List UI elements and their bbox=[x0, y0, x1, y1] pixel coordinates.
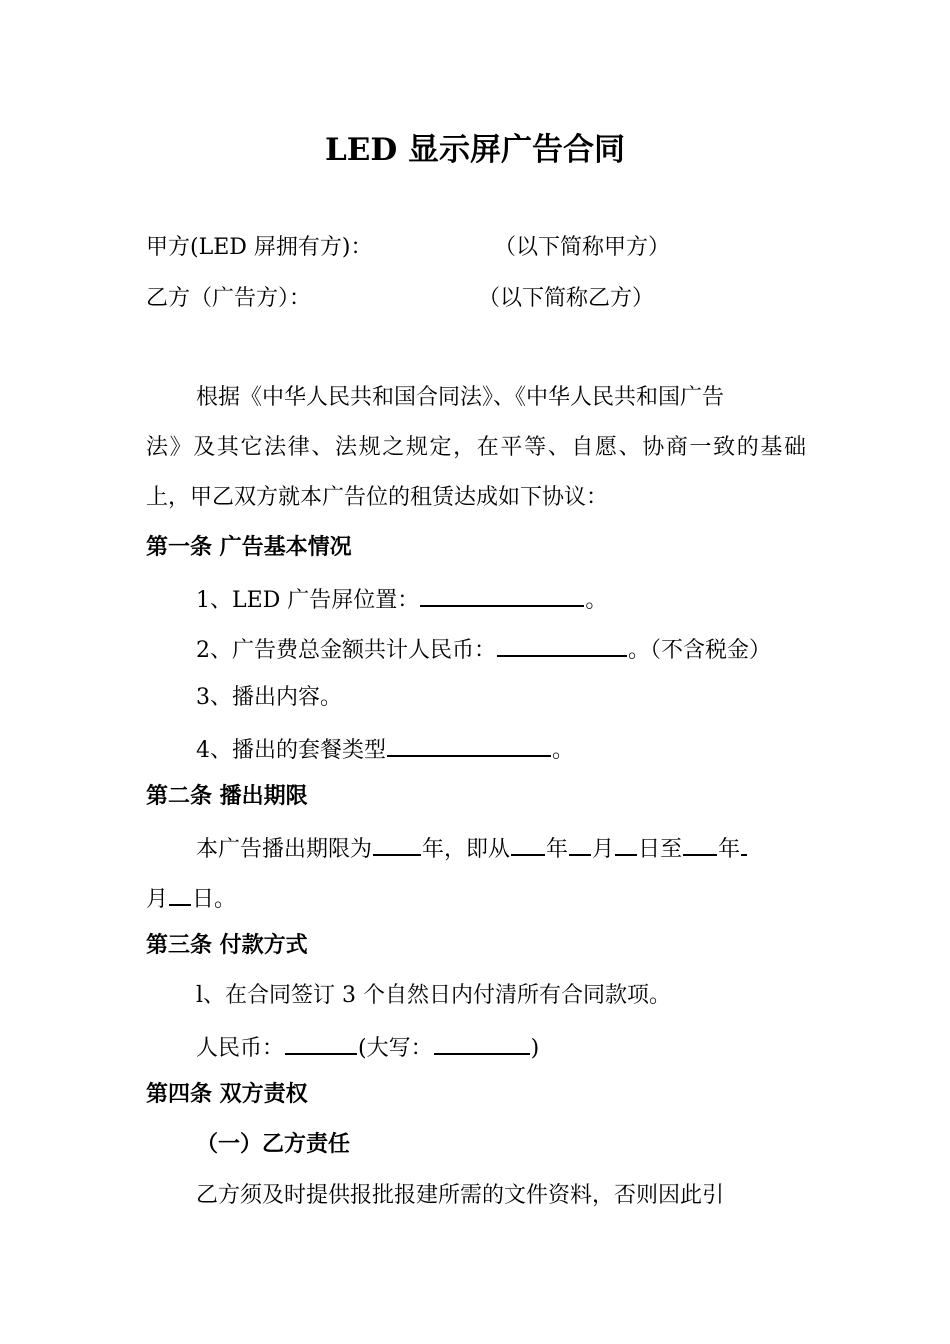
daxie-amount-blank bbox=[434, 1031, 530, 1055]
rmb-amount-blank bbox=[285, 1031, 357, 1055]
led-location-blank bbox=[420, 583, 584, 607]
package-type-label: 4、播出的套餐类型 bbox=[196, 738, 386, 763]
rmb-label: 人民币： bbox=[196, 1036, 285, 1061]
preamble-line-1: 根据《中华人民共和国合同法》、《中华人民共和国广告 bbox=[196, 385, 725, 410]
package-type-blank bbox=[387, 733, 551, 757]
end-month-blank-start bbox=[741, 832, 747, 856]
fee-total-suffix: 。（不含税金） bbox=[628, 638, 772, 663]
start-month-blank bbox=[569, 832, 591, 856]
end-year-blank bbox=[683, 832, 717, 856]
preamble-line-3: 上，甲乙双方就本广告位的租赁达成如下协议： bbox=[146, 485, 609, 510]
article-1-item-3: 3、播出内容。 bbox=[196, 685, 342, 710]
article-1-heading: 第一条 广告基本情况 bbox=[146, 535, 352, 560]
party-a-note: （以下简称甲方） bbox=[494, 235, 671, 260]
start-year-blank bbox=[511, 832, 545, 856]
page-title: LED 显示屏广告合同 bbox=[324, 132, 626, 168]
article-3-heading: 第三条 付款方式 bbox=[146, 933, 308, 958]
daxie-label: (大写： bbox=[358, 1036, 433, 1061]
article-2-heading: 第二条 播出期限 bbox=[146, 784, 308, 809]
article-2-period-line-1 bbox=[196, 832, 748, 865]
end-month-unit: 月 bbox=[146, 887, 169, 912]
period-label: 本广告播出期限为 bbox=[196, 837, 373, 862]
to-label: 至 bbox=[660, 837, 683, 862]
from-label: ，即从 bbox=[444, 837, 511, 862]
end-day-unit: 日。 bbox=[192, 887, 237, 912]
article-3-rmb-line bbox=[196, 1031, 539, 1064]
year-unit: 年 bbox=[422, 837, 445, 862]
start-month-unit: 月 bbox=[592, 837, 615, 862]
preamble-line-2: 法》及其它法律、法规之规定，在平等、自愿、协商一致的基础 bbox=[146, 435, 806, 460]
start-day-blank bbox=[615, 832, 637, 856]
article-3-item-1: l、在合同签订 3 个自然日内付清所有合同款项。 bbox=[196, 983, 672, 1008]
package-type-suffix: 。 bbox=[552, 738, 575, 763]
period-years-blank bbox=[373, 832, 421, 856]
article-1-item-4 bbox=[196, 733, 574, 766]
article-4-subheading-1: （一）乙方责任 bbox=[196, 1132, 351, 1157]
party-b-label: 乙方（广告方）： bbox=[146, 286, 312, 311]
end-year-unit: 年 bbox=[718, 837, 741, 862]
led-location-suffix: 。 bbox=[585, 588, 608, 613]
party-a-label: 甲方(LED 屏拥有方)： bbox=[146, 235, 373, 260]
led-location-label: 1、LED 广告屏位置： bbox=[196, 588, 420, 613]
fee-total-blank bbox=[497, 633, 627, 657]
article-4-paragraph-1: 乙方须及时提供报批报建所需的文件资料，否则因此引 bbox=[196, 1183, 725, 1208]
party-b-note: （以下简称乙方） bbox=[478, 286, 655, 311]
article-4-heading: 第四条 双方责权 bbox=[146, 1082, 308, 1107]
fee-total-label: 2、广告费总金额共计人民币： bbox=[196, 638, 496, 663]
article-1-item-2 bbox=[196, 633, 771, 666]
article-2-period-line-2 bbox=[146, 882, 236, 915]
start-year-unit: 年 bbox=[546, 837, 569, 862]
article-1-item-1 bbox=[196, 583, 607, 616]
start-day-unit: 日 bbox=[638, 837, 661, 862]
end-day-blank bbox=[169, 882, 191, 906]
daxie-close: ) bbox=[530, 1036, 540, 1061]
